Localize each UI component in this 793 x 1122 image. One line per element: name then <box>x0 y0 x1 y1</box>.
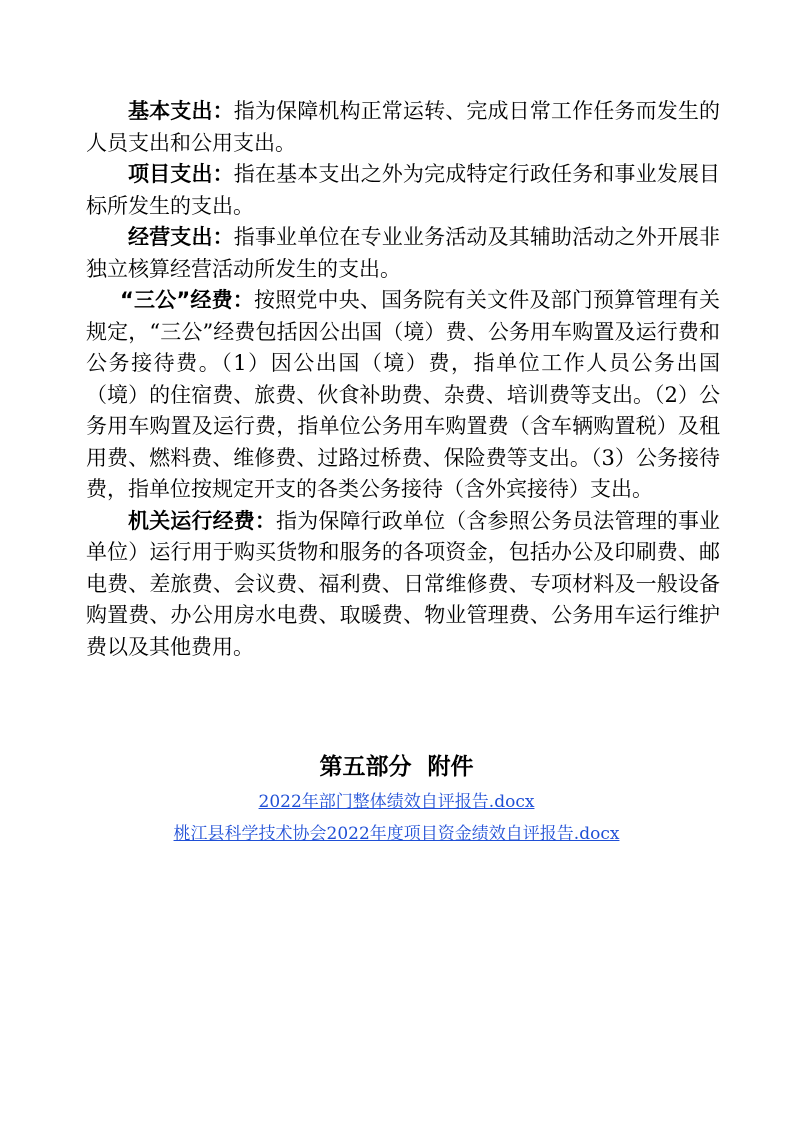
document-body <box>86 96 720 663</box>
paragraph-basic-expenditure <box>86 96 720 159</box>
term-label: “三公”经费： <box>120 288 254 312</box>
term-label: 项目支出： <box>128 162 234 186</box>
attachment-link-dept-report[interactable]: 2022年部门整体绩效自评报告.docx <box>258 792 535 812</box>
definition-text: 指为保障行政单位（含参照公务员法管理的事业单位）运行用于购买货物和服务的各项资金，包括办公及印刷费、邮电费、差旅费、会议费、福利费、日常维修费、专项材料及一般设备购置费、办公用房水电费、取暖费、物业管理费、公务用车运行维护费以及其他费用。 <box>86 508 721 659</box>
paragraph-operating-expenditure <box>86 222 720 285</box>
section-heading: 第五部分 附件 <box>319 754 474 780</box>
term-label: 经营支出： <box>128 225 234 249</box>
definition-text: 指在基本支出之外为完成特定行政任务和事业发展目标所发生的支出。 <box>86 162 721 218</box>
definition-text: 指为保障机构正常运转、完成日常工作任务而发生的人员支出和公用支出。 <box>86 99 721 155</box>
paragraph-project-expenditure <box>86 159 720 222</box>
definition-text: 按照党中央、国务院有关文件及部门预算管理有关规定，“三公”经费包括因公出国（境）费、公务用车购置及运行费和公务接待费。（1）因公出国（境）费，指单位工作人员公务出国（境）的住宿费、旅费、伙食补助费、杂费、培训费等支出。（2）公务用车购置及运行费，指单位公务用车购置费（含车辆购置税）及租用费、燃料费、维修费、过路过桥费、保险费等支出。（3）公务接待费，指单位按规定开支的各类公务接待（含外宾接待）支出。 <box>86 288 720 501</box>
attachment-list <box>0 786 793 850</box>
term-label: 机关运行经费： <box>128 508 277 533</box>
definition-text: 指事业单位在专业业务活动及其辅助活动之外开展非独立核算经营活动所发生的支出。 <box>86 225 721 281</box>
term-label: 基本支出： <box>128 99 234 123</box>
paragraph-agency-operating-expenses <box>86 506 720 664</box>
attachment-link-project-report[interactable]: 桃江县科学技术协会2022年度项目资金绩效自评报告.docx <box>173 824 620 844</box>
paragraph-three-public-expenses <box>86 285 720 506</box>
